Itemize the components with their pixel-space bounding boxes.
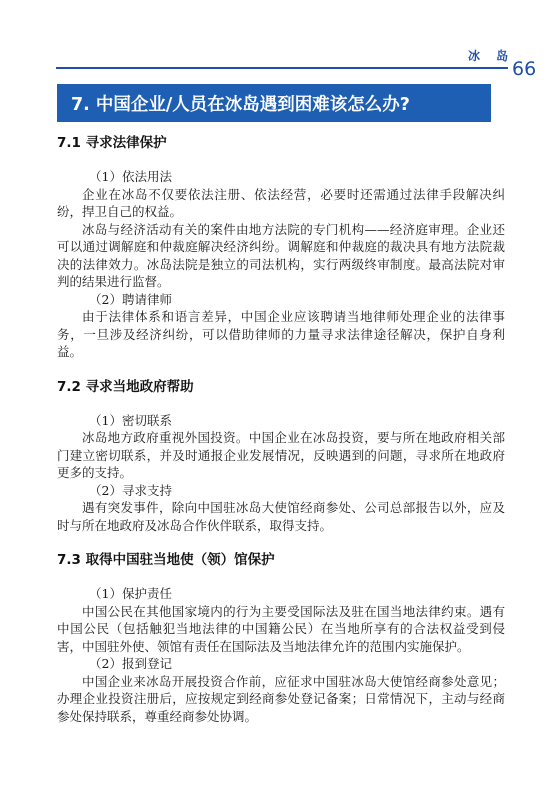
subheading-registration: （2）报到登记 xyxy=(89,656,172,671)
subheading-hire-lawyer: （2）聘请律师 xyxy=(89,291,172,307)
chapter-title-bar xyxy=(57,84,491,122)
page-number: 66 xyxy=(512,58,537,80)
paragraph: 遇有突发事件，除向中国驻冰岛大使馆经商参处、公司总部报告以外，应及时与所在地政府及冰岛合作伙伴联系，取得支持。 xyxy=(57,500,505,533)
subheading-close-contact: （1）密切联系 xyxy=(89,412,172,428)
subheading-protection-duty: （1）保护责任 xyxy=(89,586,172,601)
section-title-7-3: 7.3 取得中国驻当地使（领）馆保护 xyxy=(57,552,275,568)
header-rule xyxy=(56,67,508,69)
paragraph: 企业在冰岛不仅要依法注册、依法经营，必要时还需通过法律手段解决纠纷，捍卫自己的权益。 xyxy=(57,186,505,219)
paragraph: 由于法律体系和语言差异，中国企业应该聘请当地律师处理企业的法律事务，一旦涉及经济纠纷，可以借助律师的力量寻求法律途径解决，保护自身利益。 xyxy=(57,309,505,359)
subheading-legal-use: （1）依法用法 xyxy=(89,169,172,184)
page-content xyxy=(57,134,505,725)
chapter-title: 7. 中国企业/人员在冰岛遇到困难该怎么办? xyxy=(71,95,410,115)
paragraph: 冰岛与经济活动有关的案件由地方法院的专门机构——经济庭审理。企业还可以通过调解庭和仲裁庭解决经济纠纷。调解庭和仲裁庭的裁决具有地方法院裁决的法律效力。冰岛法院是独立的司法机构，实行两级终审制度。最高法院对审判的结果进行监督。 xyxy=(57,221,505,289)
subheading-seek-support: （2）寻求支持 xyxy=(89,482,172,498)
paragraph: 中国企业来冰岛开展投资合作前，应征求中国驻冰岛大使馆经商参处意见；办理企业投资注册后，应按规定到经商参处登记备案；日常情况下，主动与经商参处保持联系，尊重经商参处协调。 xyxy=(57,673,505,724)
paragraph: 中国公民在其他国家境内的行为主要受国际法及驻在国当地法律约束。遇有中国公民（包括触犯当地法律的中国籍公民）在当地所享有的合法权益受到侵害，中国驻外使、领馆有责任在国际法及当地法律允许的范围内实施保护。 xyxy=(57,603,505,654)
section-title-7-1: 7.1 寻求法律保护 xyxy=(57,135,167,151)
header-country-name: 冰 岛 xyxy=(468,49,515,63)
section-title-7-2: 7.2 寻求当地政府帮助 xyxy=(57,378,194,395)
paragraph: 冰岛地方政府重视外国投资。中国企业在冰岛投资，要与所在地政府相关部门建立密切联系，并及时通报企业发展情况，反映遇到的问题，寻求所在地政府更多的支持。 xyxy=(57,430,505,480)
